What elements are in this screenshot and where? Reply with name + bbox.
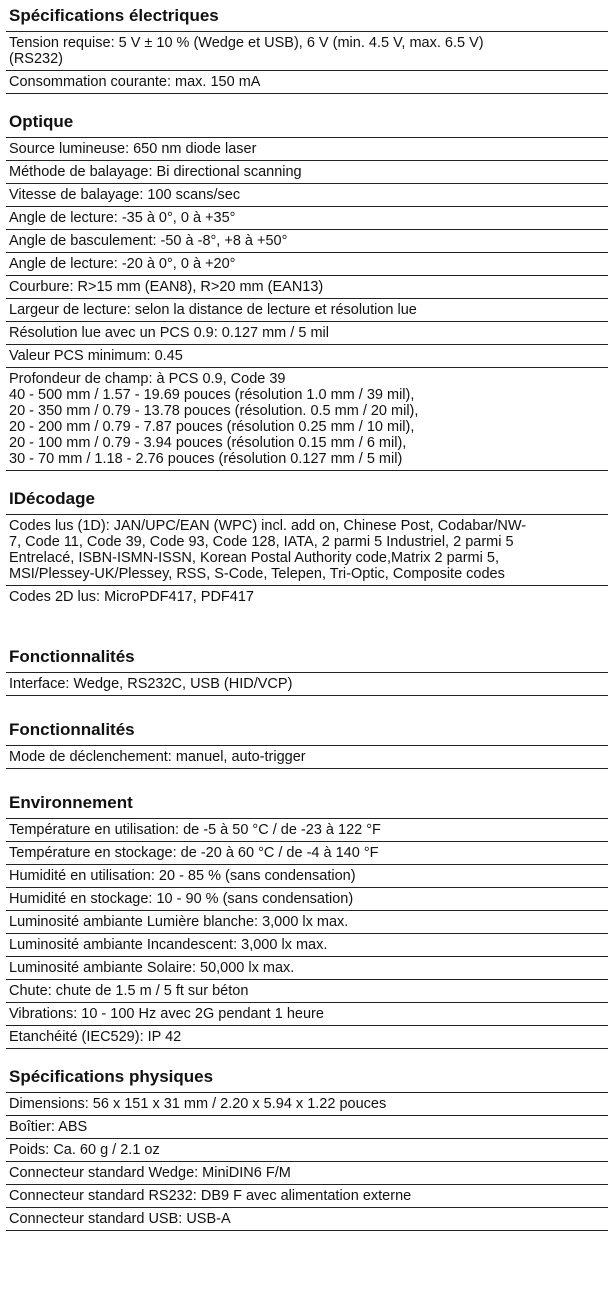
spec-row: Résolution lue avec un PCS 0.9: 0.127 mm / 5 mil [6,322,608,345]
spec-row: Luminosité ambiante Incandescent: 3,000 lx max. [6,934,608,957]
spec-row: Codes 2D lus: MicroPDF417, PDF417 [9,589,254,605]
spec-row: Courbure: R>15 mm (EAN8), R>20 mm (EAN13) [6,276,608,299]
spec-row: Valeur PCS minimum: 0.45 [6,345,608,368]
spec-row: Consommation courante: max. 150 mA [6,71,608,94]
spec-row: Boîtier: ABS [6,1116,608,1139]
section-title: IDécodage [6,483,608,515]
section-title: Spécifications électriques [6,0,608,32]
section-title: Fonctionnalités [6,714,608,746]
spec-row: Vibrations: 10 - 100 Hz avec 2G pendant 1 heure [6,1003,608,1026]
spec-row: Source lumineuse: 650 nm diode laser [6,138,608,161]
spec-row: Poids: Ca. 60 g / 2.1 oz [6,1139,608,1162]
spec-row: Température en utilisation: de -5 à 50 °C / de -23 à 122 °F [6,819,608,842]
section-physical [6,1061,608,1231]
spec-row: Tension requise: 5 V ± 10 % (Wedge et USB), 6 V (min. 4.5 V, max. 6.5 V) (RS232) [6,32,608,71]
spec-row: Largeur de lecture: selon la distance de lecture et résolution lue [6,299,608,322]
section-title: Spécifications physiques [6,1061,608,1093]
spec-row: Connecteur standard USB: USB-A [6,1208,608,1231]
spec-row: Luminosité ambiante Solaire: 50,000 lx max. [6,957,608,980]
spec-row: Mode de déclenchement: manuel, auto-trigger [6,746,608,769]
spec-row: Profondeur de champ: à PCS 0.9, Code 39 40 - 500 mm / 1.57 - 19.69 pouces (résolution 1.0 mm / 39 mil), 20 - 350 mm / 0.79 - 13.78 pouces (résolution. 0.5 mm / 20 mil), 20 - 200 mm / 0.79 - 7.87 pouces (résolution 0.25 mm / 10 mil), 20 - 100 mm / 0.79 - 3.94 pouces (résolution 0.15 mm / 6 mil), 30 - 70 mm / 1.18 - 2.76 pouces (résolution 0.127 mm / 5 mil) [6,368,608,471]
spec-row: Codes lus (1D): JAN/UPC/EAN (WPC) incl. add on, Chinese Post, Codabar/NW- 7, Code 11, Code 39, Code 93, Code 128, IATA, 2 parmi 5 Industriel, 2 parmi 5 Entrelacé, ISBN-ISMN-ISSN, Korean Postal Authority code,Matrix 2 parmi 5, MSI/Plessey-UK/Plessey, RSS, S-Code, Telepen, Tri-Optic, Composite codes [6,515,608,586]
spec-row: Chute: chute de 1.5 m / 5 ft sur béton [6,980,608,1003]
section-optics [6,106,608,471]
section-electrical [6,0,608,94]
section-title: Fonctionnalités [6,641,608,673]
section-features-trigger [6,714,608,769]
spec-row: Etanchéité (IEC529): IP 42 [6,1026,608,1049]
spec-row: Humidité en utilisation: 20 - 85 % (sans condensation) [6,865,608,888]
section-title: Environnement [6,787,608,819]
section-title: Optique [6,106,608,138]
spec-row: Angle de lecture: -20 à 0°, 0 à +20° [6,253,608,276]
section-environment [6,787,608,1049]
spec-row: Angle de basculement: -50 à -8°, +8 à +50° [6,230,608,253]
spec-row: Méthode de balayage: Bi directional scanning [6,161,608,184]
spec-row: Humidité en stockage: 10 - 90 % (sans condensation) [6,888,608,911]
section-features-interface [6,641,608,696]
spec-row: Interface: Wedge, RS232C, USB (HID/VCP) [6,673,608,696]
spec-row: Vitesse de balayage: 100 scans/sec [6,184,608,207]
spec-row: Température en stockage: de -20 à 60 °C / de -4 à 140 °F [6,842,608,865]
section-decoding [6,483,608,608]
spec-row: Luminosité ambiante Lumière blanche: 3,000 lx max. [6,911,608,934]
spec-row: Angle de lecture: -35 à 0°, 0 à +35° [6,207,608,230]
spec-row: Connecteur standard Wedge: MiniDIN6 F/M [6,1162,608,1185]
spec-row: Dimensions: 56 x 151 x 31 mm / 2.20 x 5.94 x 1.22 pouces [6,1093,608,1116]
spec-row: Connecteur standard RS232: DB9 F avec alimentation externe [6,1185,608,1208]
